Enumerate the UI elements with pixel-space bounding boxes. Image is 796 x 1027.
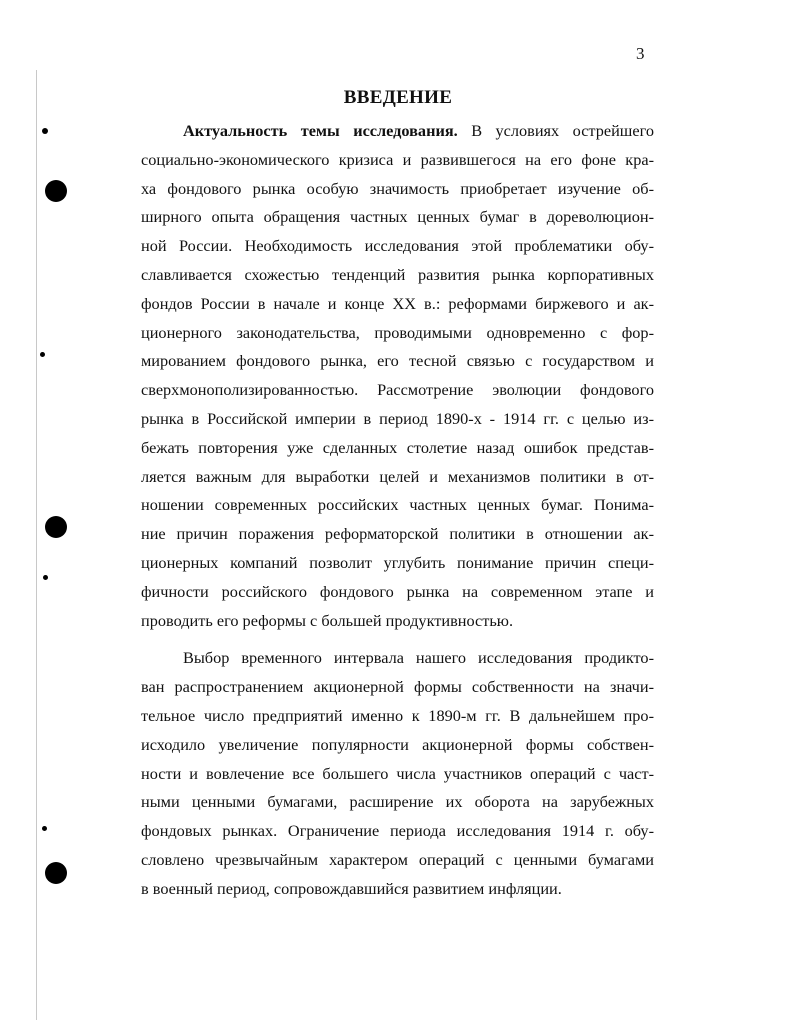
text-line: в военный период, сопровождавшийся развитием инфляции. xyxy=(141,878,562,898)
text-line: ными ценными бумагами, расширение их оборота на зарубежных xyxy=(141,792,654,812)
text-line: рынка в Российской империи в период 1890-х - 1914 гг. с целью из- xyxy=(141,408,654,428)
page-number: 3 xyxy=(636,44,645,63)
text-line: ширного опыта обращения частных ценных бумаг в дореволюцион- xyxy=(141,207,654,227)
binder-dot-small xyxy=(43,575,48,580)
text-line: исходило увеличение популярности акционерной формы собствен- xyxy=(141,734,654,754)
paragraph-1 xyxy=(141,117,654,635)
text-line: сверхмонополизированностью. Рассмотрение эволюции фондового xyxy=(141,380,654,400)
text-line: социально-экономического кризиса и развившегося на его фоне кра- xyxy=(141,149,654,169)
paragraph-gap xyxy=(141,635,654,644)
text-line: ние причин поражения реформаторской политики в отношении ак- xyxy=(141,524,654,544)
text-line: тельное число предприятий именно к 1890-м гг. В дальнейшем про- xyxy=(141,705,654,725)
text-line: ван распространением акционерной формы собственности на значи- xyxy=(141,677,654,697)
text-line: фондов России в начале и конце XX в.: реформами биржевого и ак- xyxy=(141,293,654,313)
text-line: славливается схожестью тенденций развития рынка корпоративных xyxy=(141,264,654,284)
text-line: проводить его реформы с большей продуктивностью. xyxy=(141,610,514,630)
text-line: мированием фондового рынка, его тесной связью с государством и xyxy=(141,351,654,371)
binder-dot-small xyxy=(42,128,48,134)
text-line: ляется важным для выработки целей и механизмов политики в от- xyxy=(141,466,654,486)
text-line: ности и вовлечение все большего числа участников операций с част- xyxy=(141,763,654,783)
scan-margin-line xyxy=(36,70,37,1020)
text-line: ной России. Необходимость исследования этой проблематики обу- xyxy=(141,236,654,256)
binder-hole xyxy=(45,516,67,538)
text-line: Выбор временного интервала нашего исследования продикто- xyxy=(183,648,654,668)
text-line: бежать повторения уже сделанных столетие назад ошибок представ- xyxy=(141,437,654,457)
text-line: ха фондового рынка особую значимость приобретает изучение об- xyxy=(141,178,654,198)
document-body xyxy=(141,117,654,904)
binder-dot-small xyxy=(40,352,45,357)
text-line: словлено чрезвычайным характером операций с ценными бумагами xyxy=(141,849,654,869)
text-line: ционерного законодательства, проводимыми одновременно с фор- xyxy=(141,322,654,342)
page-title: ВВЕДЕНИЕ xyxy=(343,87,453,108)
binder-hole xyxy=(45,862,67,884)
binder-dot-small xyxy=(42,826,47,831)
text-line: В условиях острейшего xyxy=(471,121,654,140)
text-line: ционерных компаний позволит углубить понимание причин специ- xyxy=(141,552,654,572)
text-line: ношении современных российских частных ценных бумаг. Понима- xyxy=(141,495,654,515)
text-line: фондовых рынках. Ограничение периода исследования 1914 г. обу- xyxy=(141,821,654,841)
text-line: фичности российского фондового рынка на современном этапе и xyxy=(141,581,654,601)
paragraph-2 xyxy=(141,644,654,903)
paragraph-lead-heading: Актуальность темы исследования. xyxy=(183,121,458,140)
paragraph-1-first-line xyxy=(141,117,654,146)
binder-hole xyxy=(45,180,67,202)
